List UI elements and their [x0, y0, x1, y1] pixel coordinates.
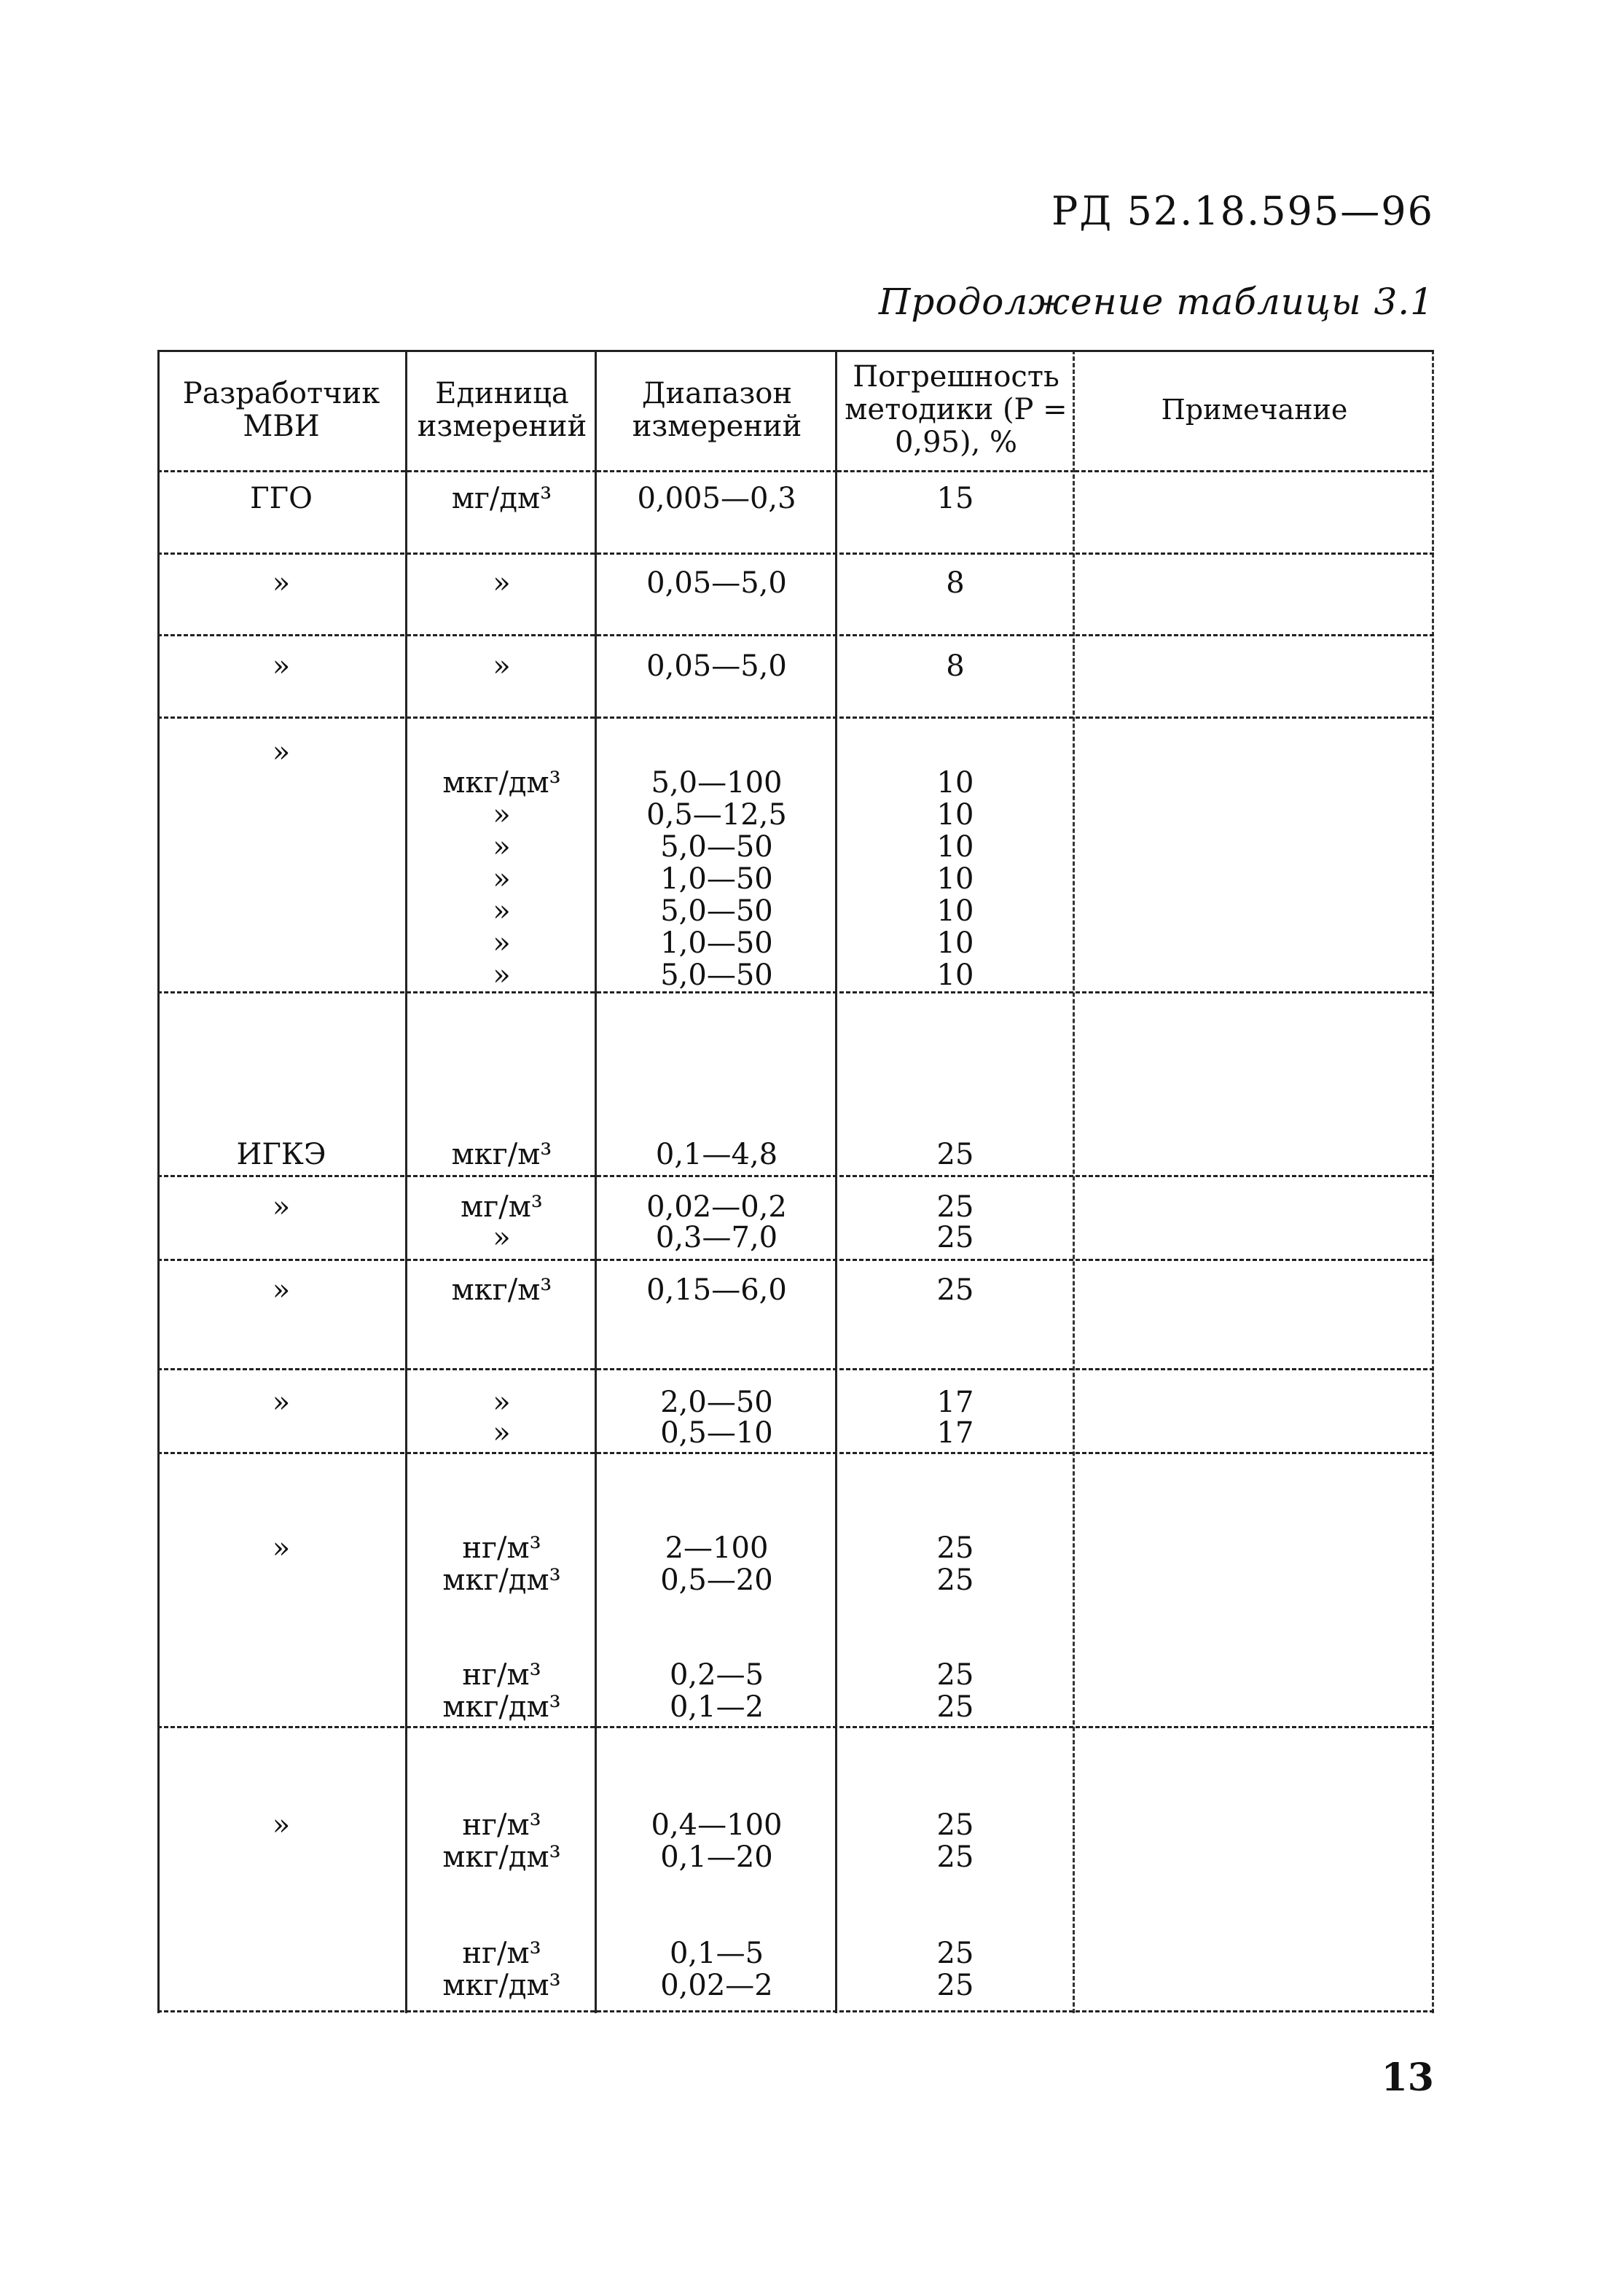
developer-cell: » — [272, 1531, 291, 1565]
range-cell: 0,3—7,0 — [655, 1221, 778, 1254]
table-border-bottom — [157, 2010, 1434, 2012]
developer-cell: » — [272, 1386, 291, 1419]
error-cell: 25 — [936, 1531, 974, 1565]
range-cell: 1,0—50 — [660, 862, 773, 896]
table-row — [157, 1222, 1434, 1254]
unit-cell: мкг/дм³ — [442, 1840, 561, 1874]
range-cell: 0,1—2 — [669, 1690, 764, 1724]
error-cell: 10 — [936, 958, 974, 992]
table-row — [157, 1841, 1434, 1873]
unit-cell: » — [493, 798, 511, 832]
error-cell: 10 — [936, 766, 974, 800]
unit-cell: мкг/м³ — [451, 1273, 552, 1307]
range-cell: 0,1—20 — [660, 1840, 773, 1874]
range-cell: 0,5—12,5 — [646, 798, 787, 832]
data-table — [157, 350, 1434, 2013]
unit-cell: мг/дм³ — [451, 482, 552, 515]
range-cell: 5,0—50 — [660, 894, 773, 928]
column-header-note: Примечание — [1075, 350, 1434, 472]
table-row — [157, 927, 1434, 959]
error-cell: 25 — [936, 1190, 974, 1224]
row-separator — [157, 552, 1434, 555]
column-header-range: Диапазон измерений — [597, 350, 837, 472]
range-cell: 5,0—100 — [651, 766, 783, 800]
table-row — [157, 1274, 1434, 1306]
row-separator — [157, 716, 1434, 719]
range-cell: 0,05—5,0 — [646, 649, 787, 683]
unit-cell: » — [493, 649, 511, 683]
developer-cell: » — [272, 1273, 291, 1307]
developer-cell: » — [272, 735, 291, 769]
table-row — [157, 799, 1434, 831]
table-row — [157, 1809, 1434, 1841]
unit-cell: мг/м³ — [461, 1190, 543, 1224]
range-cell: 5,0—50 — [660, 830, 773, 864]
table-row — [157, 567, 1434, 599]
row-separator — [157, 634, 1434, 636]
table-row — [157, 1139, 1434, 1171]
page-number: 13 — [1381, 2055, 1434, 2100]
error-cell: 10 — [936, 926, 974, 960]
developer-cell: ИГКЭ — [236, 1138, 326, 1171]
unit-cell: нг/м³ — [462, 1531, 541, 1565]
error-cell: 17 — [936, 1386, 974, 1419]
column-header-error: Погрешность методики (P = 0,95), % — [837, 350, 1075, 472]
error-cell: 25 — [936, 1840, 974, 1874]
unit-cell: » — [493, 926, 511, 960]
row-separator — [157, 991, 1434, 993]
unit-cell: » — [493, 566, 511, 600]
range-cell: 0,4—100 — [651, 1808, 783, 1842]
table-row — [157, 895, 1434, 927]
table-row — [157, 1659, 1434, 1691]
column-divider — [595, 350, 597, 2013]
range-cell: 0,02—2 — [660, 1969, 773, 2002]
range-cell: 0,02—0,2 — [646, 1190, 787, 1224]
range-cell: 0,5—20 — [660, 1563, 773, 1597]
table-row — [157, 1564, 1434, 1596]
developer-cell: ГГО — [250, 482, 313, 515]
unit-cell: нг/м³ — [462, 1808, 541, 1842]
table-row — [157, 767, 1434, 799]
table-row — [157, 1691, 1434, 1723]
error-cell: 25 — [936, 1937, 974, 1970]
table-border-left — [157, 350, 160, 2013]
table-caption: Продолжение таблицы 3.1 — [878, 281, 1434, 323]
error-cell: 25 — [936, 1690, 974, 1724]
developer-cell: » — [272, 566, 291, 600]
developer-cell: » — [272, 649, 291, 683]
developer-cell: » — [272, 1808, 291, 1842]
document-code: РД 52.18.595—96 — [1051, 188, 1434, 234]
error-cell: 25 — [936, 1221, 974, 1254]
error-cell: 8 — [946, 566, 965, 600]
range-cell: 0,005—0,3 — [637, 482, 796, 515]
table-border-right — [1432, 350, 1434, 2013]
error-cell: 10 — [936, 862, 974, 896]
error-cell: 10 — [936, 894, 974, 928]
table-row — [157, 1386, 1434, 1418]
table-row — [157, 483, 1434, 515]
range-cell: 0,1—5 — [669, 1937, 764, 1970]
range-cell: 5,0—50 — [660, 958, 773, 992]
error-cell: 17 — [936, 1416, 974, 1450]
error-cell: 25 — [936, 1273, 974, 1307]
table-border-top — [157, 350, 1434, 352]
unit-cell: мкг/дм³ — [442, 1563, 561, 1597]
unit-cell: » — [493, 830, 511, 864]
column-divider — [405, 350, 407, 2013]
table-row — [157, 736, 1434, 768]
unit-cell: мкг/дм³ — [442, 766, 561, 800]
unit-cell: » — [493, 1386, 511, 1419]
error-cell: 25 — [936, 1969, 974, 2002]
column-divider — [1073, 350, 1075, 2013]
error-cell: 10 — [936, 830, 974, 864]
error-cell: 25 — [936, 1808, 974, 1842]
developer-cell: » — [272, 1190, 291, 1224]
error-cell: 25 — [936, 1658, 974, 1692]
row-separator — [157, 1259, 1434, 1261]
table-row — [157, 1532, 1434, 1564]
range-cell: 0,05—5,0 — [646, 566, 787, 600]
unit-cell: мкг/дм³ — [442, 1969, 561, 2002]
column-divider — [835, 350, 837, 2013]
range-cell: 1,0—50 — [660, 926, 773, 960]
range-cell: 0,2—5 — [669, 1658, 764, 1692]
error-cell: 10 — [936, 798, 974, 832]
row-separator — [157, 1175, 1434, 1177]
range-cell: 2—100 — [665, 1531, 769, 1565]
error-cell: 25 — [936, 1138, 974, 1171]
unit-cell: » — [493, 1416, 511, 1450]
range-cell: 0,15—6,0 — [646, 1273, 787, 1307]
error-cell: 8 — [946, 649, 965, 683]
table-row — [157, 831, 1434, 863]
table-row — [157, 650, 1434, 682]
table-row — [157, 959, 1434, 991]
range-cell: 2,0—50 — [660, 1386, 773, 1419]
error-cell: 25 — [936, 1563, 974, 1597]
unit-cell: » — [493, 862, 511, 896]
unit-cell: нг/м³ — [462, 1937, 541, 1970]
range-cell: 0,5—10 — [660, 1416, 773, 1450]
unit-cell: » — [493, 958, 511, 992]
range-cell: 0,1—4,8 — [655, 1138, 778, 1171]
unit-cell: » — [493, 1221, 511, 1254]
table-row — [157, 1969, 1434, 2002]
row-separator — [157, 1452, 1434, 1454]
table-row — [157, 1417, 1434, 1449]
unit-cell: » — [493, 894, 511, 928]
unit-cell: мкг/м³ — [451, 1138, 552, 1171]
row-separator — [157, 1726, 1434, 1728]
table-row — [157, 863, 1434, 895]
table-row — [157, 1191, 1434, 1223]
column-header-developer: Разработчик МВИ — [157, 350, 405, 472]
column-header-unit: Единица измерений — [407, 350, 597, 472]
unit-cell: нг/м³ — [462, 1658, 541, 1692]
table-row — [157, 1937, 1434, 1969]
unit-cell: мкг/дм³ — [442, 1690, 561, 1724]
error-cell: 15 — [936, 482, 974, 515]
row-separator — [157, 1368, 1434, 1370]
